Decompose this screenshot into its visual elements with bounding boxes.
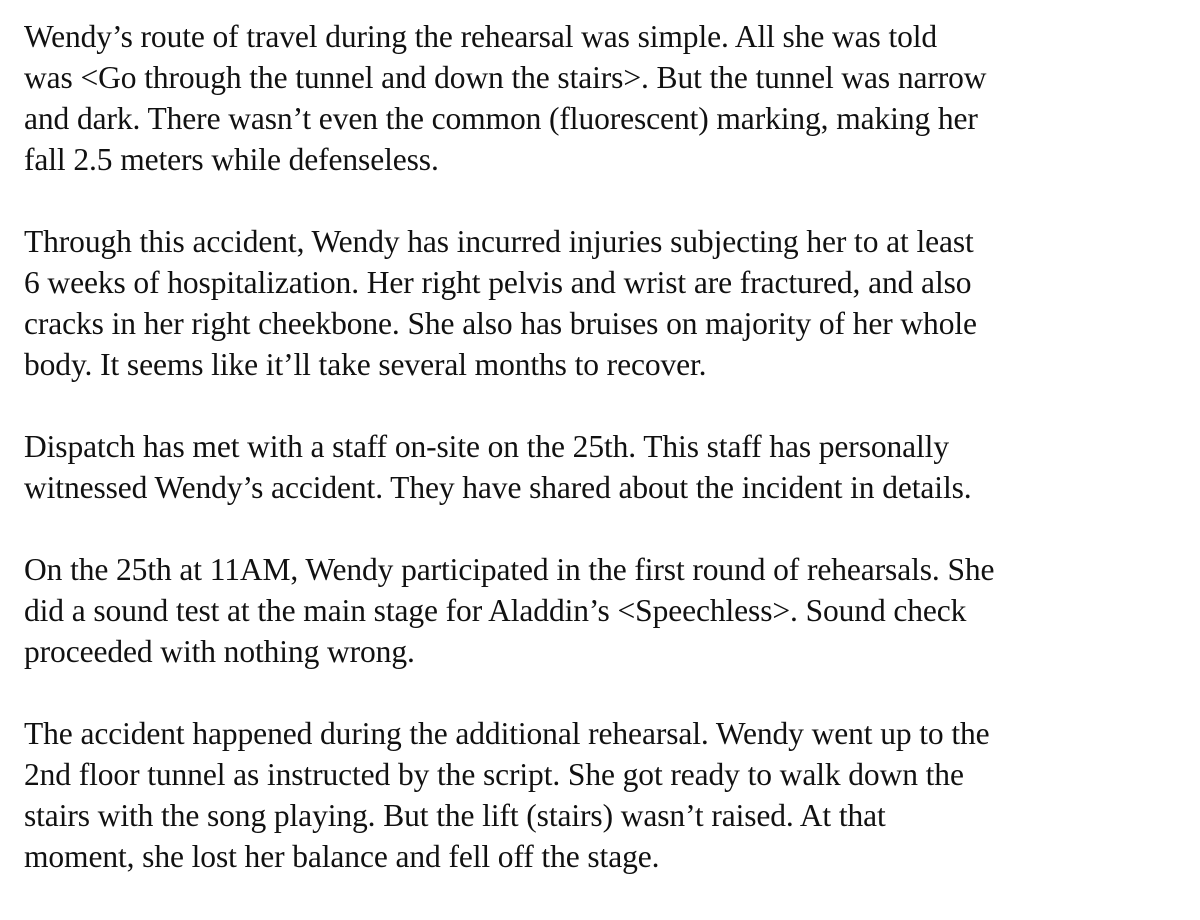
paragraph-injuries <box>24 221 1184 385</box>
text-line: 2nd floor tunnel as instructed by the script. She got ready to walk down the <box>24 757 964 792</box>
paragraph-first-rehearsal <box>24 549 1184 672</box>
text-line: and dark. There wasn’t even the common (fluorescent) marking, making her <box>24 101 978 136</box>
text-line: proceeded with nothing wrong. <box>24 634 415 669</box>
text-line: Dispatch has met with a staff on-site on the 25th. This staff has personally <box>24 429 949 464</box>
text-line: stairs with the song playing. But the lift (stairs) wasn’t raised. At that <box>24 798 886 833</box>
text-line: did a sound test at the main stage for Aladdin’s <Speechless>. Sound check <box>24 593 967 628</box>
text-line: Wendy’s route of travel during the rehearsal was simple. All she was told <box>24 19 938 54</box>
text-line: cracks in her right cheekbone. She also has bruises on majority of her whole <box>24 306 977 341</box>
text-line: body. It seems like it’ll take several months to recover. <box>24 347 707 382</box>
text-line: The accident happened during the additional rehearsal. Wendy went up to the <box>24 716 990 751</box>
text-line: Through this accident, Wendy has incurred injuries subjecting her to at least <box>24 224 974 259</box>
paragraph-route-of-travel <box>24 16 1184 180</box>
paragraph-dispatch-staff <box>24 426 1184 508</box>
paragraph-accident <box>24 713 1184 877</box>
text-line: witnessed Wendy’s accident. They have shared about the incident in details. <box>24 470 972 505</box>
text-line: 6 weeks of hospitalization. Her right pelvis and wrist are fractured, and also <box>24 265 972 300</box>
text-line: moment, she lost her balance and fell off the stage. <box>24 839 660 874</box>
text-line: was <Go through the tunnel and down the stairs>. But the tunnel was narrow <box>24 60 987 95</box>
text-line: fall 2.5 meters while defenseless. <box>24 142 439 177</box>
text-line: On the 25th at 11AM, Wendy participated in the first round of rehearsals. She <box>24 552 995 587</box>
